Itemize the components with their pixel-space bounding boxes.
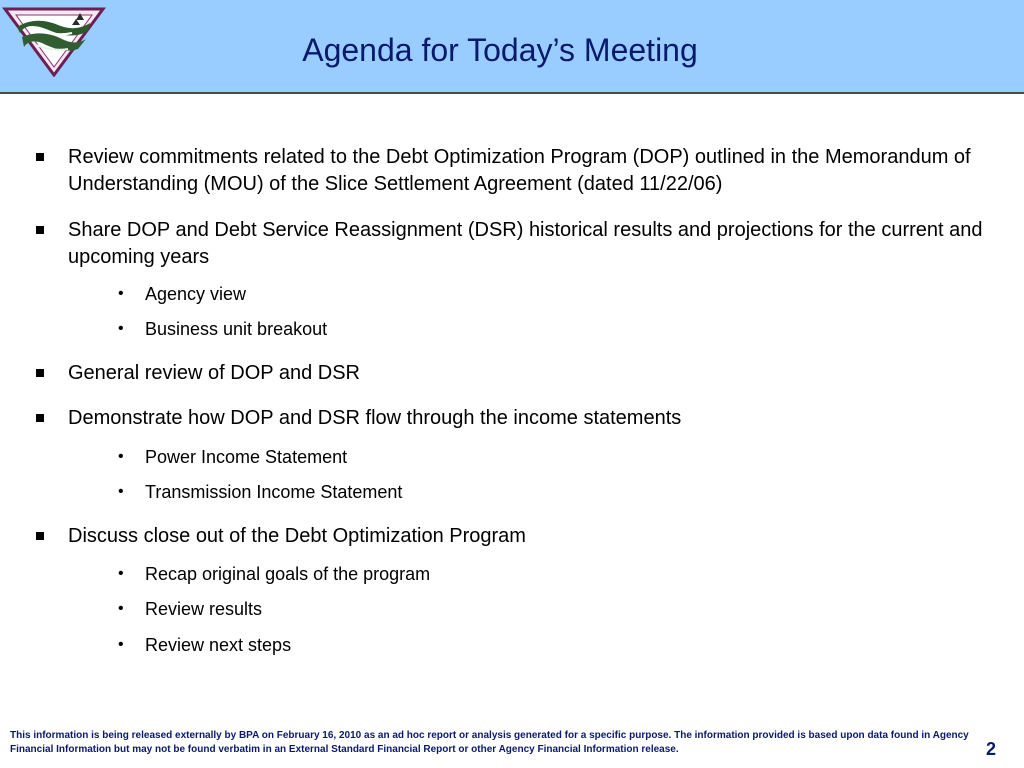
round-bullet-icon: • [118,448,124,465]
square-bullet-icon [36,153,44,161]
agenda-item-text: General review of DOP and DSR [68,362,360,384]
round-bullet-icon: • [118,285,124,302]
sub-item-text: Agency view [145,284,247,304]
agenda-item-income-statements [36,405,996,432]
round-bullet-icon: • [118,320,124,337]
sub-item-text: Power Income Statement [145,447,348,467]
round-bullet-icon: • [118,636,124,653]
page-number: 2 [985,739,996,759]
sub-item-transmission-income-statement [118,480,818,504]
square-bullet-icon [36,532,44,540]
sub-item-review-results [118,597,818,621]
agenda-item-close-out [36,523,996,550]
sub-item-power-income-statement [118,445,818,469]
agenda-item-text: Discuss close out of the Debt Optimization Program [68,525,526,547]
sub-item-text: Review results [145,599,263,619]
agenda-item-text: Share DOP and Debt Service Reassignment (DSR) historical results and projections for the current and upcoming years [68,219,983,268]
page-title: Agenda for Today’s Meeting [302,32,698,68]
sub-item-text: Business unit breakout [145,319,328,339]
sub-item-agency-view [118,282,818,306]
agenda-item-text: Review commitments related to the Debt Optimization Program (DOP) outlined in the Memorandum of Understanding (MOU) of the Slice Settlement Agreement (dated 11/22/06) [68,146,971,195]
round-bullet-icon: • [118,600,124,617]
square-bullet-icon [36,226,44,234]
sub-item-text: Recap original goals of the program [145,564,431,584]
round-bullet-icon: • [118,483,124,500]
square-bullet-icon [36,414,44,422]
sub-item-text: Review next steps [145,635,292,655]
round-bullet-icon: • [118,565,124,582]
agenda-item-share-results [36,217,996,271]
sub-item-business-unit-breakout [118,317,818,341]
agenda-item-review-commitments [36,144,996,198]
agenda-item-general-review [36,360,996,387]
sub-item-text: Transmission Income Statement [145,482,403,502]
sub-item-recap-goals [118,562,818,586]
square-bullet-icon [36,369,44,377]
sub-item-review-next-steps [118,633,818,657]
agenda-item-text: Demonstrate how DOP and DSR flow through the income statements [68,407,682,429]
release-disclaimer: This information is being released externally by BPA on February 16, 2010 as an ad hoc report or analysis generated for a specific purpose. The information provided is based upon data found in Agency Financial Information but may not be found verbatim in an External Standard Financial Report or other Agency Financial Information release. [10,730,969,755]
